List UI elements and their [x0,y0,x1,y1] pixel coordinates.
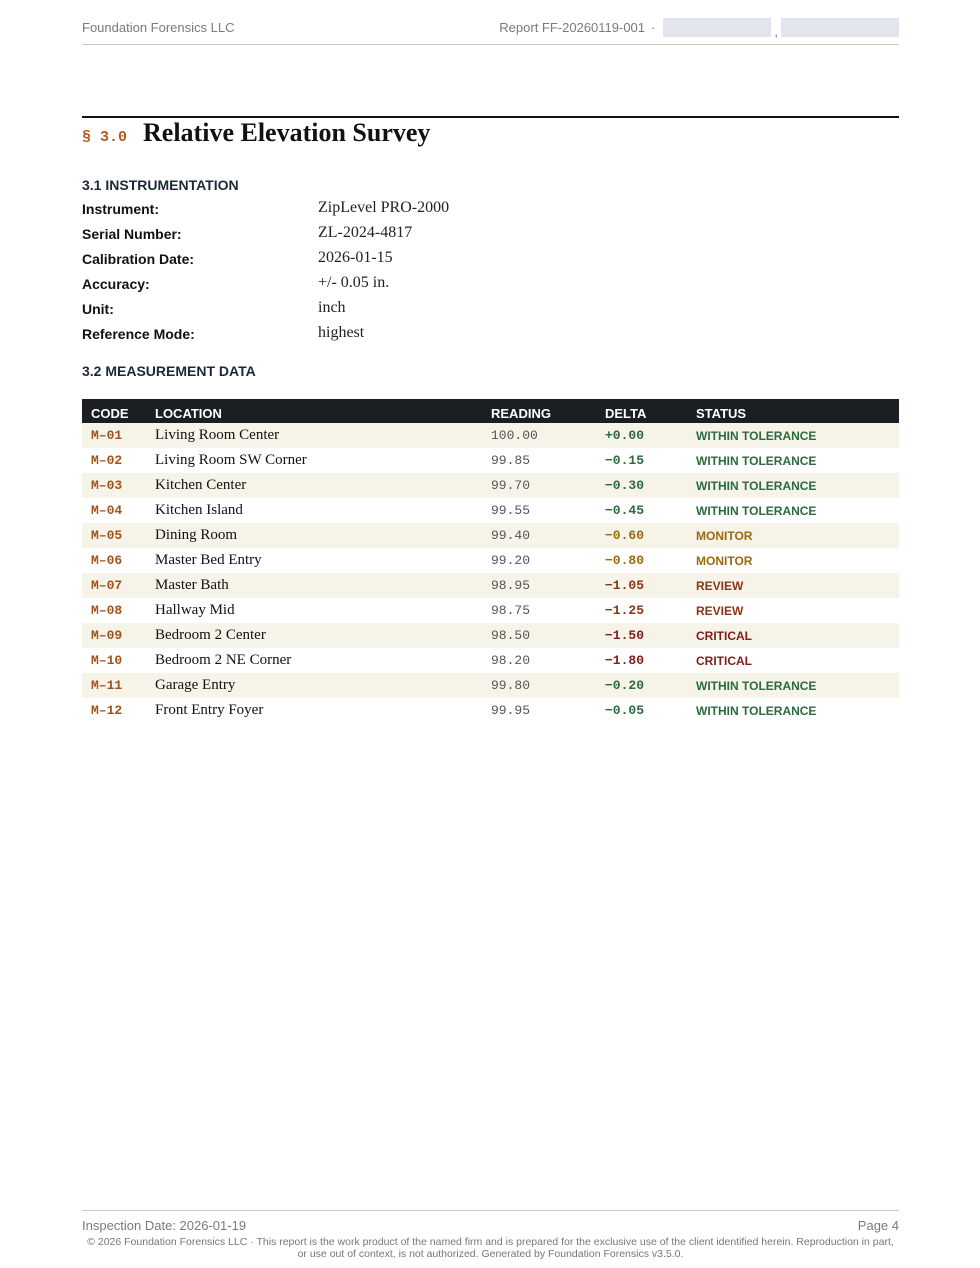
spec-label: Serial Number: [82,225,182,242]
code-cell: M–11 [91,678,123,693]
delta-cell: −1.80 [605,653,645,668]
section-heading [82,118,430,148]
reading-cell: 98.95 [491,578,531,593]
inspection-date: Inspection Date: 2026-01-19 [82,1218,247,1233]
reading-cell: 98.75 [491,603,531,618]
status-cell: CRITICAL [696,653,752,668]
table-row [82,498,899,523]
spec-label: Reference Mode: [82,325,195,342]
status-cell: MONITOR [696,553,753,568]
location-cell: Master Bath [155,577,229,593]
section-number: § 3.0 [82,129,128,146]
page-number: Page 4 [857,1218,899,1233]
status-cell: WITHIN TOLERANCE [696,678,817,693]
location-cell: Hallway Mid [155,602,235,618]
table-row [82,623,899,648]
status-cell: WITHIN TOLERANCE [696,703,817,718]
code-cell: M–02 [91,453,123,468]
reading-cell: 99.55 [491,503,531,518]
table-row [82,673,899,698]
table-row [82,573,899,598]
delta-cell: −0.20 [605,678,645,693]
table-row [82,473,899,498]
header-report-number: Report FF-20260119-001 [499,20,646,35]
reading-cell: 99.20 [491,553,531,568]
status-cell: WITHIN TOLERANCE [696,478,817,493]
location-cell: Garage Entry [155,677,236,693]
code-cell: M–09 [91,628,123,643]
spec-row [82,323,682,350]
spec-row [82,298,682,325]
column-header-code: CODE [91,406,129,421]
status-cell: WITHIN TOLERANCE [696,428,817,443]
location-cell: Living Room SW Corner [155,452,307,468]
spec-label: Unit: [82,300,114,317]
page-title: Relative Elevation Survey [143,118,431,147]
column-header-location: LOCATION [155,406,222,421]
reading-cell: 99.95 [491,703,531,718]
location-cell: Bedroom 2 NE Corner [155,652,292,668]
delta-cell: +0.00 [605,428,645,443]
delta-cell: −0.30 [605,478,645,493]
delta-cell: −0.15 [605,453,645,468]
delta-cell: −1.50 [605,628,645,643]
spec-value: ZL-2024-4817 [318,223,413,241]
header-comma: , [774,24,778,39]
code-cell: M–12 [91,703,123,718]
reading-cell: 99.70 [491,478,531,493]
location-cell: Kitchen Center [155,477,247,493]
delta-cell: −0.60 [605,528,645,543]
reading-cell: 99.80 [491,678,531,693]
location-cell: Bedroom 2 Center [155,627,266,643]
table-row [82,523,899,548]
status-cell: CRITICAL [696,628,752,643]
measurement-table [82,399,899,723]
code-cell: M–01 [91,428,123,443]
redacted-field [663,18,771,37]
code-cell: M–06 [91,553,123,568]
delta-cell: −1.05 [605,578,645,593]
spec-value: 2026-01-15 [318,248,393,266]
location-cell: Dining Room [155,527,238,543]
spec-label: Calibration Date: [82,250,195,267]
delta-cell: −0.05 [605,703,645,718]
reading-cell: 98.50 [491,628,531,643]
reading-cell: 99.85 [491,453,531,468]
header-separator: · [651,20,656,35]
table-body [82,423,899,723]
code-cell: M–07 [91,578,123,593]
header-firm-name: Foundation Forensics LLC [82,20,235,35]
redacted-field [781,18,899,37]
reading-cell: 100.00 [491,428,538,443]
location-cell: Front Entry Foyer [155,702,264,718]
spec-value: +/- 0.05 in. [318,273,390,291]
reading-cell: 99.40 [491,528,531,543]
table-row [82,548,899,573]
spec-value: highest [318,323,365,341]
status-cell: REVIEW [696,578,744,593]
spec-value: inch [318,298,346,316]
location-cell: Kitchen Island [155,502,243,518]
status-cell: WITHIN TOLERANCE [696,503,817,518]
table-row [82,698,899,723]
spec-label: Instrument: [82,201,159,217]
code-cell: M–03 [91,478,123,493]
spec-row [82,223,682,250]
header-report-info [499,18,899,37]
table-row [82,423,899,448]
status-cell: MONITOR [696,528,753,543]
column-header-status: STATUS [696,406,747,421]
code-cell: M–04 [91,503,123,518]
status-cell: WITHIN TOLERANCE [696,453,817,468]
table-row [82,448,899,473]
page-footer [82,1210,899,1260]
code-cell: M–10 [91,653,123,668]
spec-row [82,273,682,300]
delta-cell: −0.80 [605,553,645,568]
page-header [82,18,899,45]
table-row [82,648,899,673]
status-cell: REVIEW [696,603,744,618]
instrumentation-heading: 3.1 INSTRUMENTATION [82,177,239,193]
code-cell: M–05 [91,528,123,543]
reading-cell: 98.20 [491,653,531,668]
location-cell: Master Bed Entry [155,552,262,568]
column-header-reading: READING [491,406,551,421]
spec-label: Accuracy: [82,275,150,292]
code-cell: M–08 [91,603,123,618]
table-header-row [82,399,899,423]
delta-cell: −0.45 [605,503,645,518]
location-cell: Living Room Center [155,427,280,443]
measurement-heading: 3.2 MEASUREMENT DATA [82,363,256,379]
delta-cell: −1.25 [605,603,645,618]
column-header-delta: DELTA [605,406,647,421]
table-row [82,598,899,623]
legal-notice: © 2026 Foundation Forensics LLC · This report is the work product of the named firm and is prepared for the exclusive use of the client identified herein. Reproduction in part, or use out of context, is not authorized. Generated by Foundation Forensics v3.5.0. [87,1236,894,1260]
spec-value: ZipLevel PRO-2000 [318,199,450,216]
spec-row [82,201,682,225]
spec-row [82,248,682,275]
